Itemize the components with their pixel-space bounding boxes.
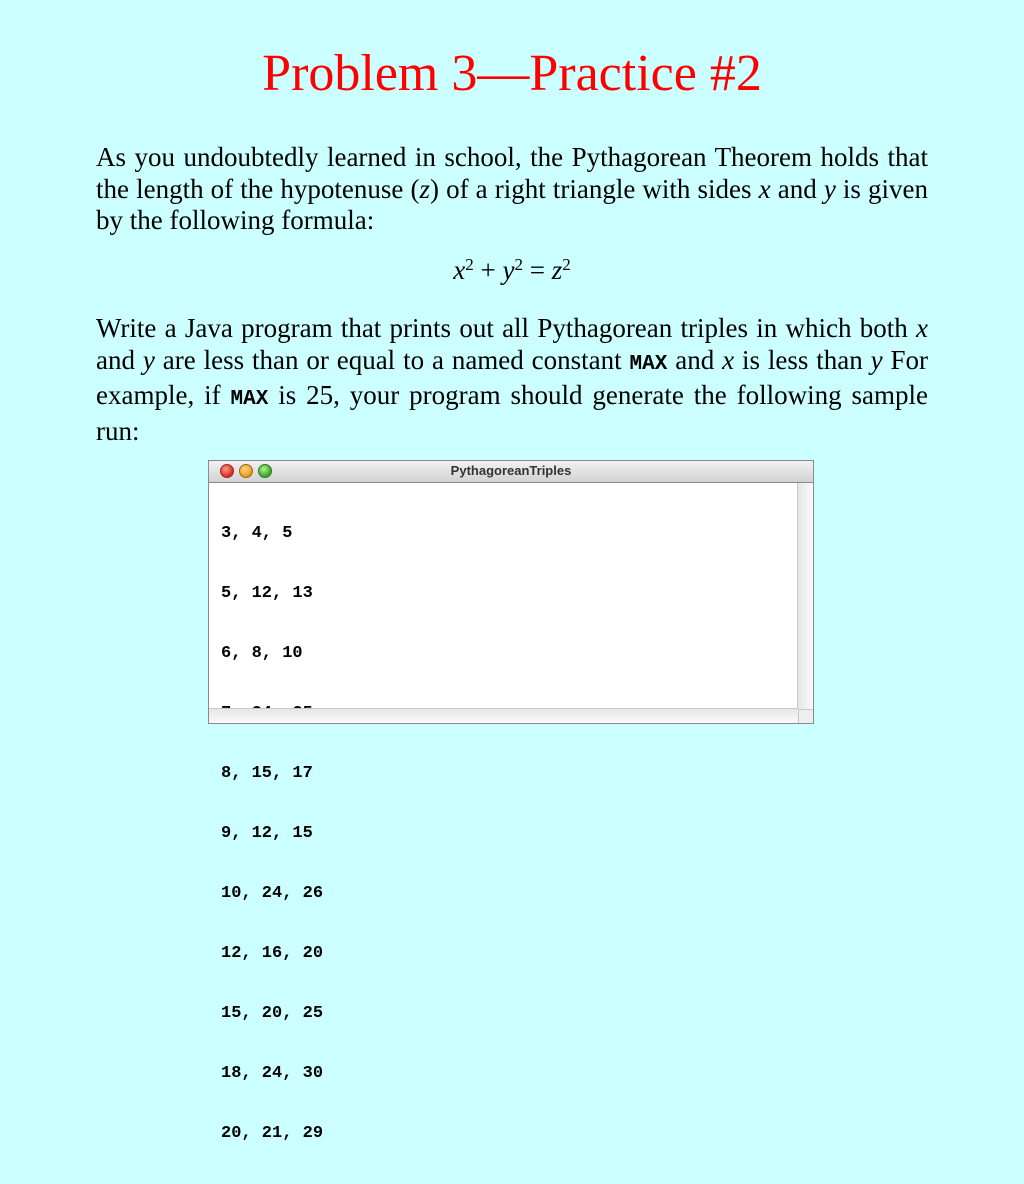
var-y: y: [870, 344, 883, 375]
console-line: 18, 24, 30: [221, 1064, 324, 1083]
vertical-scrollbar[interactable]: [797, 483, 813, 709]
console-line: 8, 15, 17: [221, 764, 313, 783]
var-x: x: [916, 313, 928, 343]
console-line: 10, 24, 26: [221, 884, 324, 903]
window-titlebar[interactable]: [209, 461, 813, 483]
var-x: x: [758, 173, 771, 204]
text: Write a Java program that prints out all Pythagorean triples in which both: [96, 313, 917, 343]
max-constant: MAX: [629, 352, 668, 376]
horizontal-scrollbar[interactable]: [209, 708, 798, 723]
text: and: [770, 173, 824, 204]
text: As you undoubtedly learned in school, the Pythagorean Theorem holds that the length of the hypotenuse (: [96, 142, 928, 204]
max-constant: MAX: [230, 388, 269, 411]
task-paragraph: [96, 313, 928, 447]
var-y: y: [502, 255, 515, 285]
var-z: z: [551, 255, 563, 285]
text: and: [96, 344, 143, 375]
console-line: 3, 4, 5: [221, 524, 293, 543]
equals-sign: =: [522, 255, 552, 285]
console-line: 5, 12, 13: [221, 584, 313, 603]
text: ) of a right triangle with sides: [429, 173, 759, 204]
pythagorean-formula: [0, 253, 1024, 287]
var-z: z: [419, 173, 430, 204]
var-y: y: [142, 344, 155, 375]
exponent: 2: [514, 255, 523, 274]
text: For example, if: [96, 344, 929, 410]
resize-corner[interactable]: [798, 709, 813, 723]
console-window: [208, 460, 814, 1143]
exponent: 2: [562, 255, 571, 274]
text: is given by the following formula:: [96, 173, 929, 235]
var-x: x: [453, 255, 466, 285]
console-line: 9, 12, 15: [221, 824, 313, 843]
console-output: [221, 484, 323, 1184]
text: are less than or equal to a named constant: [154, 344, 630, 375]
console-line: 12, 16, 20: [221, 944, 324, 963]
console-line: 15, 20, 25: [221, 1004, 324, 1023]
text: is less than: [734, 344, 871, 375]
var-y: y: [823, 173, 836, 204]
var-x: x: [722, 344, 735, 375]
exponent: 2: [465, 255, 474, 274]
intro-paragraph: [96, 142, 928, 237]
plus-sign: +: [473, 255, 503, 285]
text: and: [667, 344, 723, 375]
window-title: PythagoreanTriples: [450, 463, 572, 478]
text: is 25, your program should generate the following sample run:: [96, 380, 928, 446]
slide-title: Problem 3—Practice #2: [262, 45, 762, 102]
console-line: 20, 21, 29: [221, 1124, 324, 1143]
console-line: 6, 8, 10: [221, 644, 303, 663]
